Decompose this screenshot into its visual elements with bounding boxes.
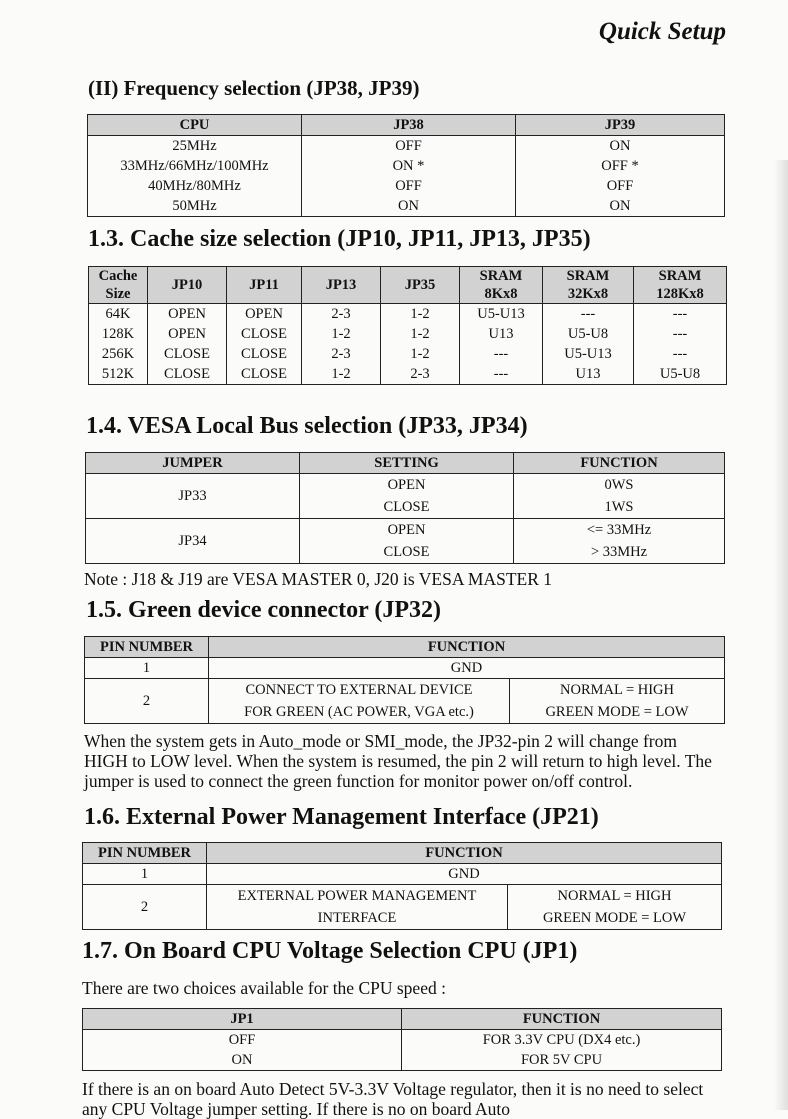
frequency-section-title: (II) Frequency selection (JP38, JP39) (88, 76, 420, 100)
table-cell: U5-U13 (460, 304, 543, 325)
mode-cell: GREEN MODE = LOW (510, 701, 725, 724)
table-row (83, 1050, 722, 1071)
col-header: JUMPER (86, 453, 300, 474)
col-header: JP38 (302, 115, 516, 136)
table-cell: 128K (89, 324, 148, 344)
mode-cell: NORMAL = HIGH (508, 885, 722, 908)
table-cell: 25MHz (88, 136, 302, 157)
jumper-cell: JP34 (86, 519, 300, 564)
vesa-section-title: 1.4. VESA Local Bus selection (JP33, JP34) (86, 413, 528, 439)
table-cell: U13 (460, 324, 543, 344)
table-cell: FOR 3.3V CPU (DX4 etc.) (402, 1030, 722, 1051)
table-header-row (83, 843, 722, 864)
table-cell: --- (543, 304, 634, 325)
table-row (89, 324, 727, 344)
table-cell: CLOSE (227, 324, 302, 344)
table-cell: 1-2 (381, 344, 460, 364)
table-cell: U5-U8 (543, 324, 634, 344)
table-cell: 2-3 (302, 304, 381, 325)
cpu-voltage-intro: There are two choices available for the CPU speed : (82, 978, 446, 998)
table-row (88, 136, 725, 157)
table-cell: 256K (89, 344, 148, 364)
table-cell: OFF * (516, 156, 725, 176)
table-cell: 512K (89, 364, 148, 385)
table-cell: CLOSE (148, 344, 227, 364)
setting-cell: CLOSE (300, 541, 514, 564)
col-header: JP11 (227, 267, 302, 304)
table-row (85, 658, 725, 679)
col-header: FUNCTION (514, 453, 725, 474)
table-cell: OPEN (227, 304, 302, 325)
table-cell: FOR 5V CPU (402, 1050, 722, 1071)
table-row (88, 196, 725, 217)
function-cell: 0WS (514, 474, 725, 497)
setting-cell: OPEN (300, 519, 514, 542)
function-desc: FOR GREEN (AC POWER, VGA etc.) (209, 701, 510, 724)
col-header: PIN NUMBER (85, 637, 209, 658)
table-cell: --- (460, 344, 543, 364)
table-row (88, 156, 725, 176)
table-row (89, 304, 727, 325)
table-row (89, 344, 727, 364)
table-cell: --- (634, 324, 727, 344)
pin-cell: 1 (85, 658, 209, 679)
table-cell: ON (516, 196, 725, 217)
epm-table (82, 842, 722, 930)
table-cell: ON (302, 196, 516, 217)
table-cell: 2-3 (302, 344, 381, 364)
table-cell: U13 (543, 364, 634, 385)
green-table (84, 636, 725, 724)
col-header: CPU (88, 115, 302, 136)
table-cell: U5-U13 (543, 344, 634, 364)
col-header: JP10 (148, 267, 227, 304)
vesa-note: Note : J18 & J19 are VESA MASTER 0, J20 is VESA MASTER 1 (84, 569, 553, 589)
table-cell: --- (460, 364, 543, 385)
function-cell: <= 33MHz (514, 519, 725, 542)
col-header: FUNCTION (402, 1009, 722, 1030)
pin-cell: 2 (83, 885, 207, 930)
col-header: SRAM 8Kx8 (460, 267, 543, 304)
green-section-title: 1.5. Green device connector (JP32) (86, 597, 442, 623)
setting-cell: OPEN (300, 474, 514, 497)
epm-section-title: 1.6. External Power Management Interface (JP21) (84, 804, 599, 830)
table-cell: 40MHz/80MHz (88, 176, 302, 196)
pin-cell: 1 (83, 864, 207, 885)
frequency-table (87, 114, 725, 217)
col-header: JP35 (381, 267, 460, 304)
table-cell: --- (634, 304, 727, 325)
function-cell: GND (207, 864, 722, 885)
table-header-row (89, 267, 727, 304)
table-cell: OFF (516, 176, 725, 196)
table-cell: 1-2 (381, 324, 460, 344)
function-cell: GND (209, 658, 725, 679)
table-cell: OFF (302, 176, 516, 196)
table-header-row (85, 637, 725, 658)
col-header: JP1 (83, 1009, 402, 1030)
table-cell: OFF (302, 136, 516, 157)
cpu-voltage-section-title: 1.7. On Board CPU Voltage Selection CPU (JP1) (82, 938, 578, 964)
table-header-row (88, 115, 725, 136)
table-cell: 1-2 (302, 364, 381, 385)
table-cell: 50MHz (88, 196, 302, 217)
table-cell: --- (634, 344, 727, 364)
table-cell: OFF (83, 1030, 402, 1051)
green-paragraph: When the system gets in Auto_mode or SMI_mode, the JP32-pin 2 will change from HIGH to LOW level. When the system is resumed, the pin 2 will return to high level. The jumper is used to connect the green function for monitor power on/off control. (84, 731, 712, 791)
col-header: SRAM 32Kx8 (543, 267, 634, 304)
table-row (83, 885, 722, 908)
cpu-voltage-table (82, 1008, 722, 1071)
table-cell: 1-2 (302, 324, 381, 344)
table-cell: ON * (302, 156, 516, 176)
table-header-row (83, 1009, 722, 1030)
function-desc: CONNECT TO EXTERNAL DEVICE (209, 679, 510, 702)
col-header: PIN NUMBER (83, 843, 207, 864)
table-cell: OPEN (148, 324, 227, 344)
table-cell: ON (83, 1050, 402, 1071)
table-row (86, 474, 725, 497)
function-desc: INTERFACE (207, 907, 508, 930)
col-header: SETTING (300, 453, 514, 474)
function-cell: 1WS (514, 496, 725, 519)
table-cell: CLOSE (148, 364, 227, 385)
table-cell: 2-3 (381, 364, 460, 385)
table-cell: OPEN (148, 304, 227, 325)
table-cell: CLOSE (227, 344, 302, 364)
table-cell: U5-U8 (634, 364, 727, 385)
table-cell: 64K (89, 304, 148, 325)
col-header: SRAM 128Kx8 (634, 267, 727, 304)
cache-table (88, 266, 727, 385)
cpu-voltage-paragraph: If there is an on board Auto Detect 5V-3.3V Voltage regulator, then it is no need to select any CPU Voltage jumper setting. If there is no on board Auto (82, 1079, 704, 1119)
page-edge-shadow (774, 160, 788, 1110)
table-row (89, 364, 727, 385)
pin-cell: 2 (85, 679, 209, 724)
table-row (86, 519, 725, 542)
col-header: Cache Size (89, 267, 148, 304)
table-cell: 33MHz/66MHz/100MHz (88, 156, 302, 176)
table-cell: ON (516, 136, 725, 157)
setting-cell: CLOSE (300, 496, 514, 519)
function-cell: > 33MHz (514, 541, 725, 564)
table-cell: 1-2 (381, 304, 460, 325)
cache-section-title: 1.3. Cache size selection (JP10, JP11, JP13, JP35) (88, 226, 591, 252)
col-header: JP39 (516, 115, 725, 136)
mode-cell: GREEN MODE = LOW (508, 907, 722, 930)
table-cell: CLOSE (227, 364, 302, 385)
function-desc: EXTERNAL POWER MANAGEMENT (207, 885, 508, 908)
jumper-cell: JP33 (86, 474, 300, 519)
col-header: JP13 (302, 267, 381, 304)
table-row (83, 864, 722, 885)
col-header: FUNCTION (209, 637, 725, 658)
page-header: Quick Setup (598, 18, 726, 45)
vesa-table (85, 452, 725, 564)
table-header-row (86, 453, 725, 474)
col-header: FUNCTION (207, 843, 722, 864)
table-row (85, 679, 725, 702)
table-row (83, 1030, 722, 1051)
mode-cell: NORMAL = HIGH (510, 679, 725, 702)
table-row (88, 176, 725, 196)
